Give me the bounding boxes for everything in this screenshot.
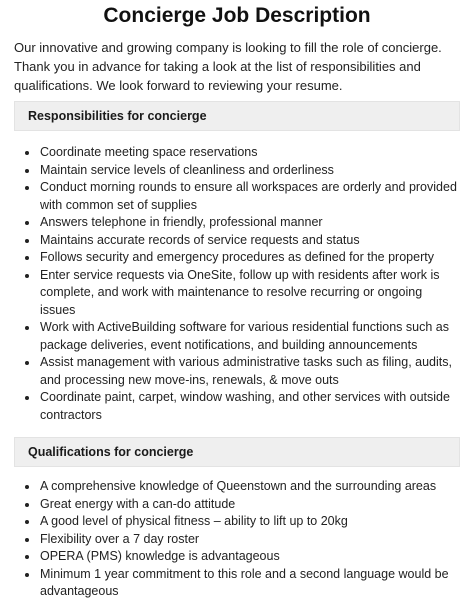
list-item: Conduct morning rounds to ensure all workspaces are orderly and provided with common set of supplies: [24, 179, 460, 214]
list-item: A comprehensive knowledge of Queenstown and the surrounding areas: [24, 478, 460, 496]
list-item: Coordinate paint, carpet, window washing, and other services with outside contractors: [24, 389, 460, 424]
intro-paragraph: Our innovative and growing company is looking to fill the role of concierge. Thank you in advance for taking a look at the list of responsibilities and qualifications. We look forward to reviewing your resume.: [14, 40, 442, 93]
list-item: Work with ActiveBuilding software for various residential functions such as package deliveries, event notifications, and building announcements: [24, 319, 460, 354]
list-item: Assist management with various administrative tasks such as filing, audits, and processing new move-ins, renewals, & move outs: [24, 354, 460, 389]
list-item: Follows security and emergency procedures as defined for the property: [24, 249, 460, 267]
page-title: Concierge Job Description: [103, 4, 371, 27]
list-item: A good level of physical fitness – ability to lift up to 20kg: [24, 513, 460, 531]
list-item: Maintain service levels of cleanliness and orderliness: [24, 162, 460, 180]
list-item: Answers telephone in friendly, professional manner: [24, 214, 460, 232]
list-item: OPERA (PMS) knowledge is advantageous: [24, 548, 460, 566]
qualifications-heading: Qualifications for concierge: [14, 437, 460, 467]
list-item: Coordinate meeting space reservations: [24, 144, 460, 162]
list-item: Enter service requests via OneSite, follow up with residents after work is complete, and work with maintenance to resolve recurring or ongoing issues: [24, 267, 460, 320]
responsibilities-list: [14, 144, 460, 424]
list-item: Maintains accurate records of service requests and status: [24, 232, 460, 250]
list-item: Flexibility over a 7 day roster: [24, 531, 460, 549]
list-item: Great energy with a can-do attitude: [24, 496, 460, 514]
list-item: Minimum 1 year commitment to this role and a second language would be advantageous: [24, 566, 460, 601]
responsibilities-heading: Responsibilities for concierge: [14, 101, 460, 131]
qualifications-list: [14, 478, 460, 601]
